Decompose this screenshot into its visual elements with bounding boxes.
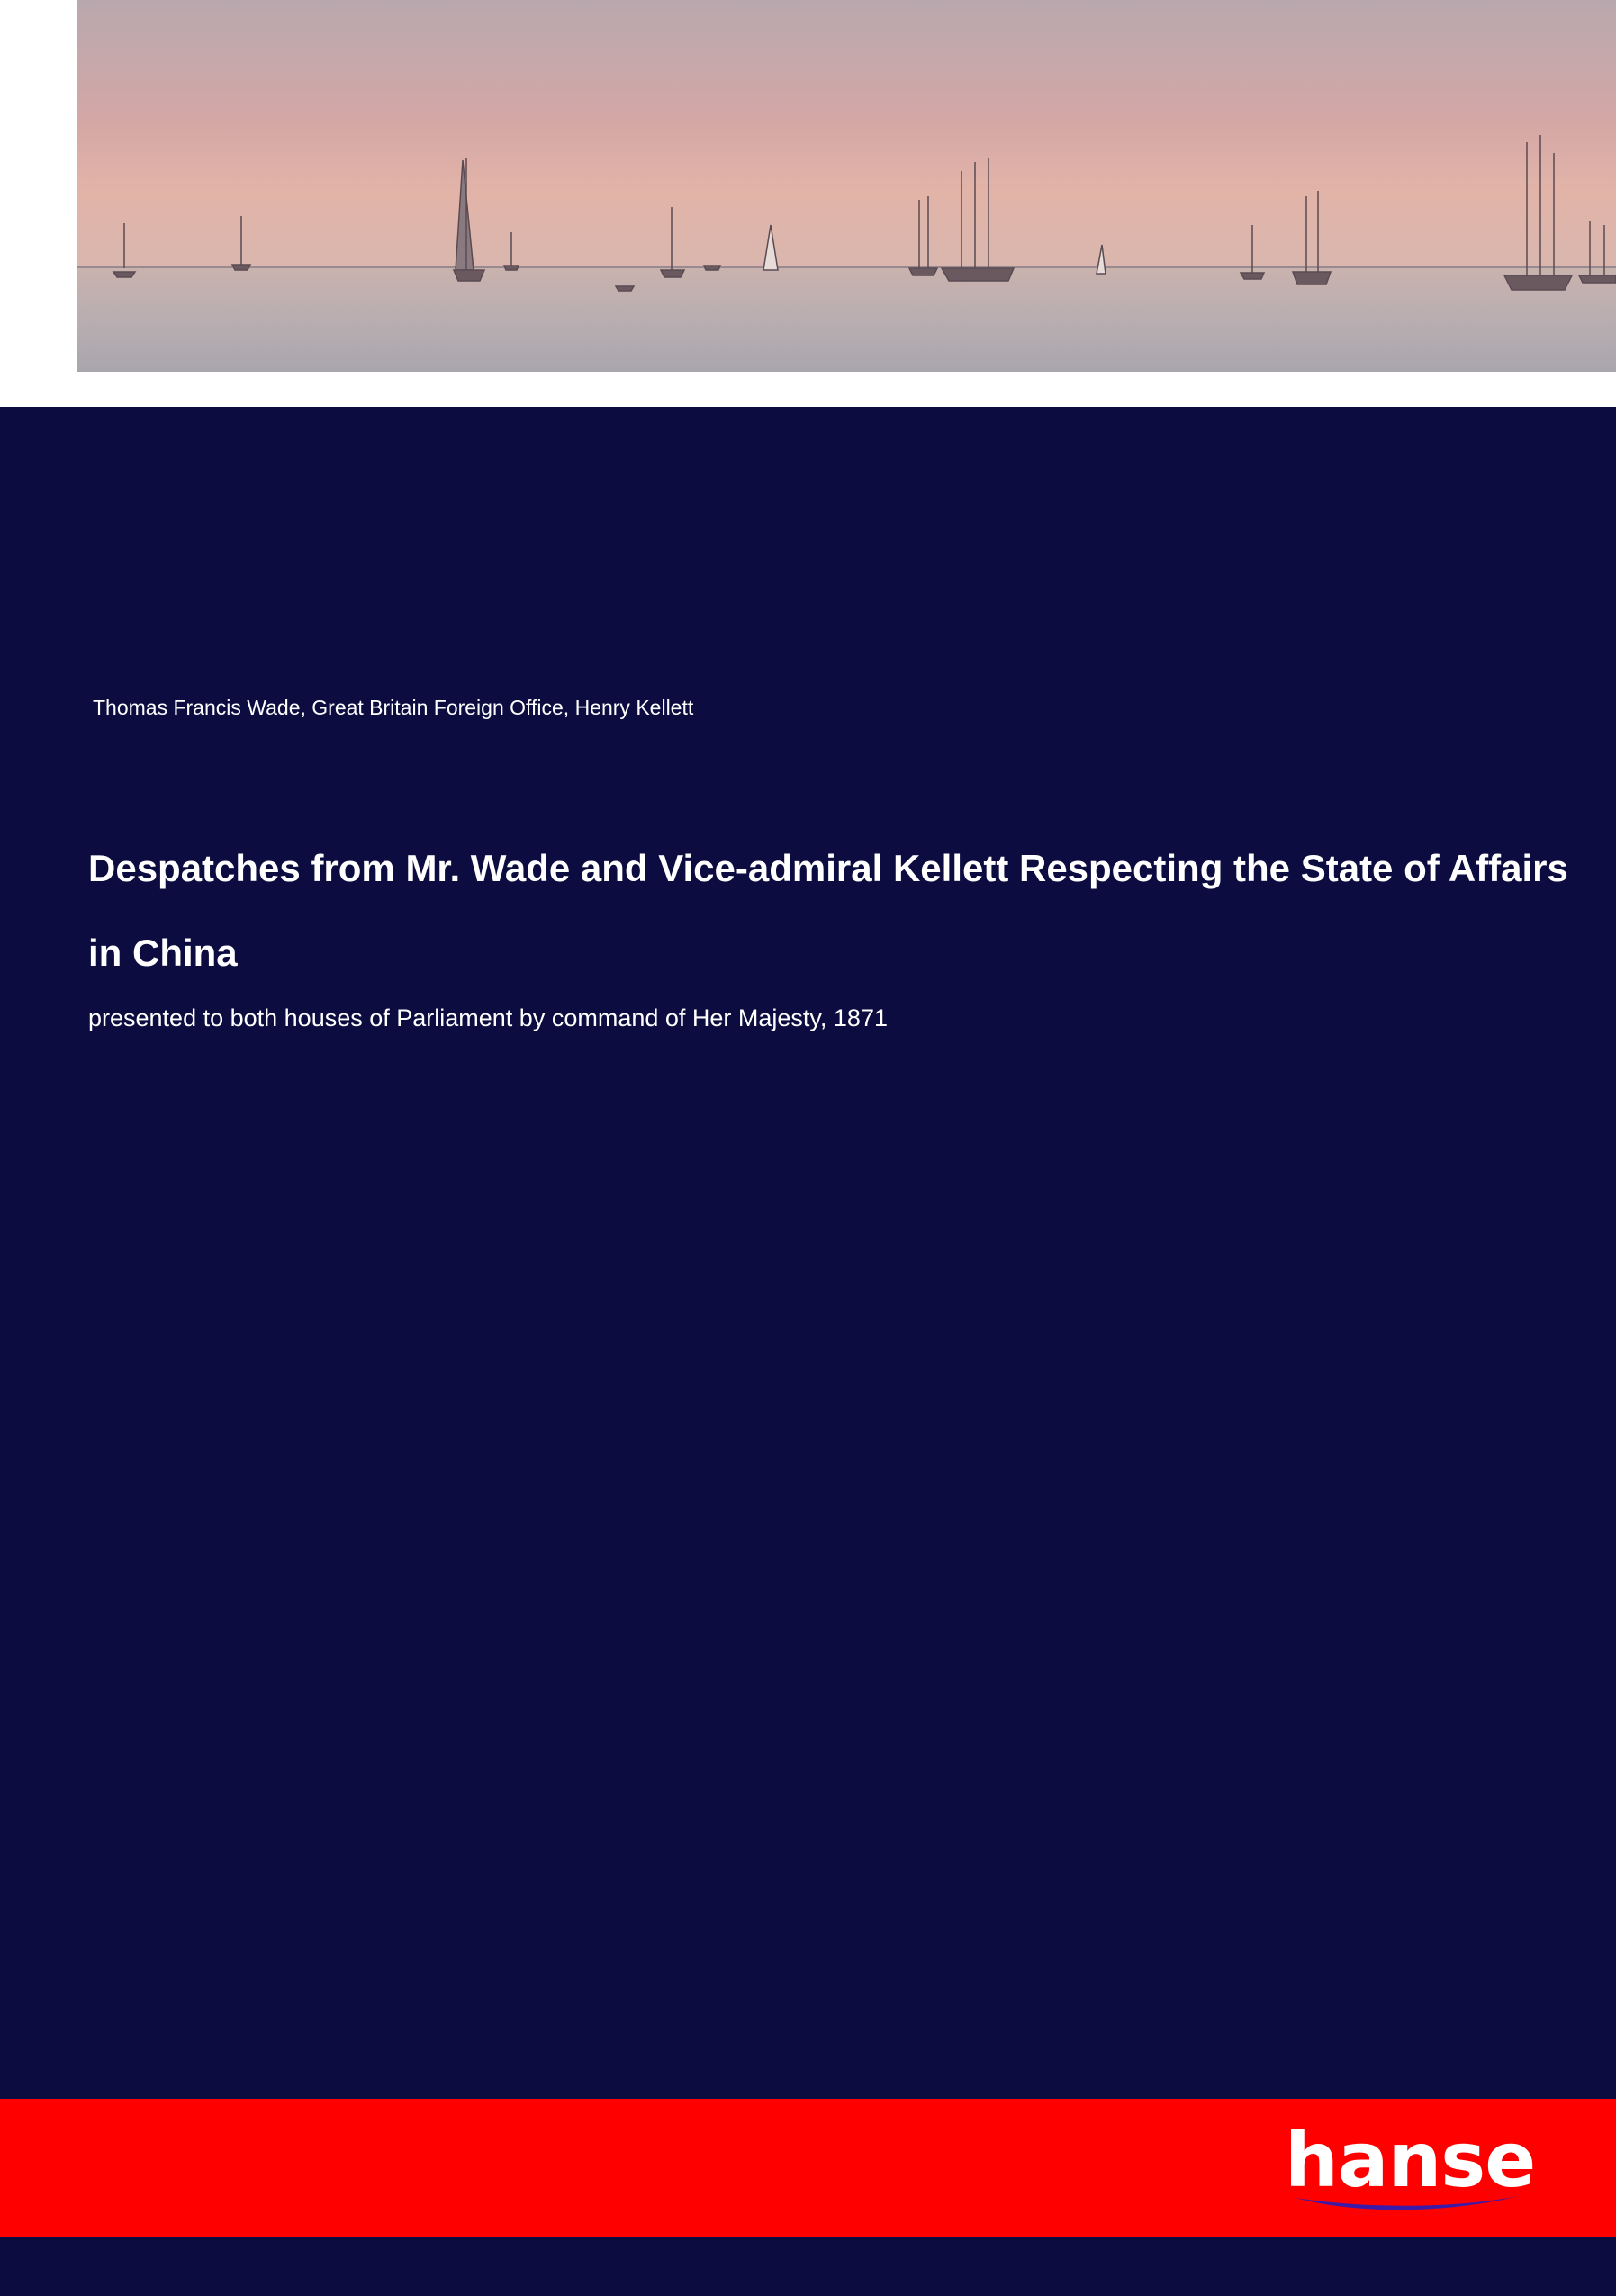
tall-ships-sunset-image bbox=[77, 0, 1616, 372]
cover-photo bbox=[77, 0, 1616, 372]
top-white-band bbox=[0, 0, 1616, 407]
book-title: Despatches from Mr. Wade and Vice-admiral Kellett Respecting the State of Affairs in China bbox=[88, 847, 1568, 974]
book-subtitle: presented to both houses of Parliament by command of Her Majesty, 1871 bbox=[88, 1004, 888, 1031]
publisher-logo-text: hanse bbox=[1285, 2116, 1536, 2204]
swoosh-icon bbox=[1292, 2189, 1526, 2216]
publisher-logo bbox=[1285, 2116, 1536, 2218]
cover-body bbox=[0, 407, 1616, 2099]
footer-band bbox=[0, 2099, 1616, 2237]
bottom-strip bbox=[0, 2237, 1616, 2296]
authors: Thomas Francis Wade, Great Britain Foreign Office, Henry Kellett bbox=[93, 696, 694, 719]
